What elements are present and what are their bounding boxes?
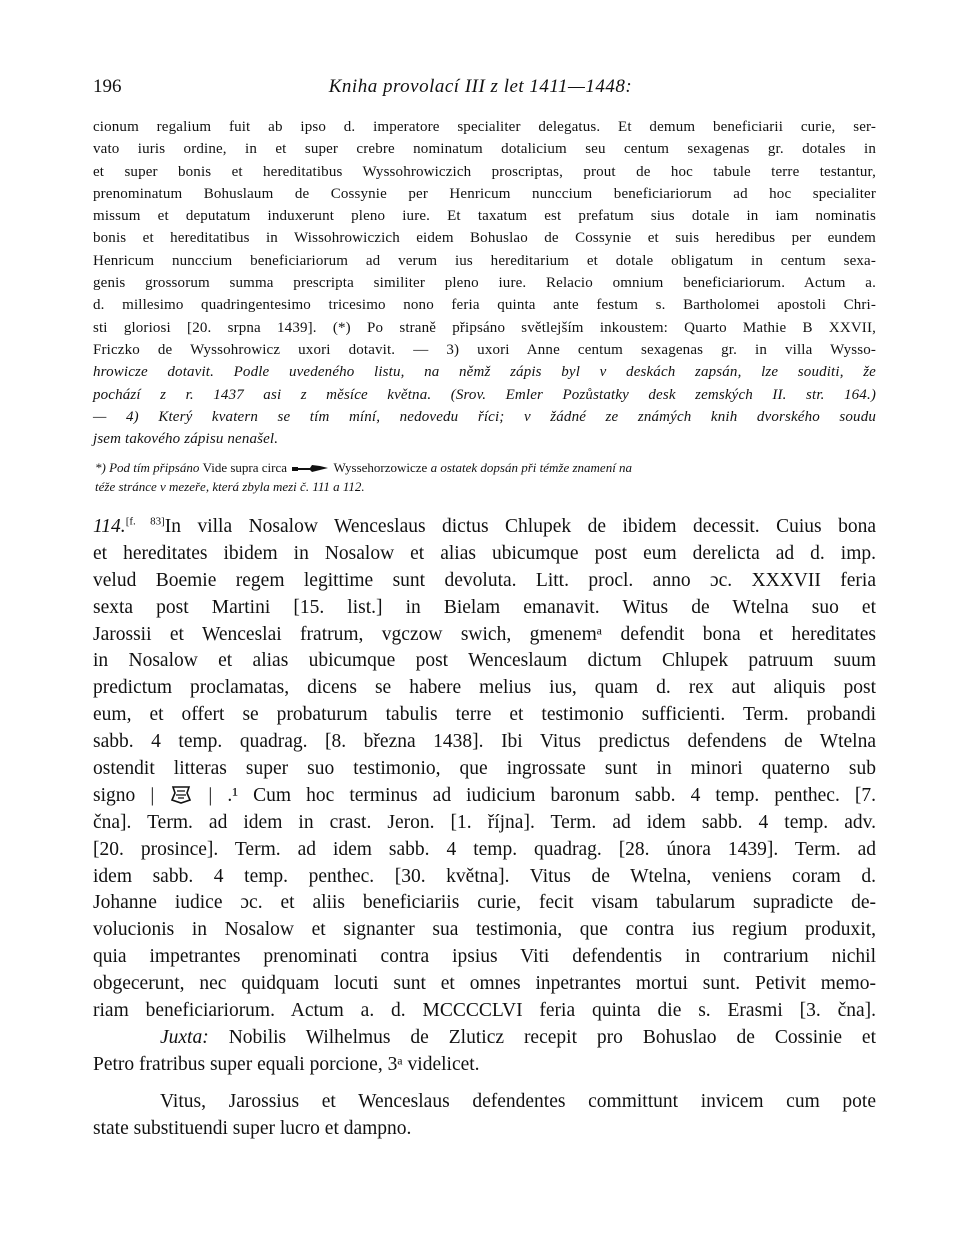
- entry-114: [93, 514, 876, 1142]
- footnote: [95, 458, 876, 496]
- note-line: vato iuris ordine, in et super crebre nominatum dotalicium seu centum sexagenas gr. dotales in: [93, 141, 876, 158]
- entry-line: velud Boemie regem legittime sunt devoluta. Litt. procl. anno ɔc. XXXVII feria: [93, 569, 876, 591]
- entry-line: riam beneficiariorum. Actum a. d. MCCCCLVI feria quinta die s. Erasmi [3. čna].: [93, 1000, 876, 1022]
- pointing-hand-icon: [290, 463, 330, 475]
- note-line: bonis et hereditatibus in Wissohrowiczich eidem Bohuslao de Cossynie et suis heredibus per eundem: [93, 230, 876, 247]
- note-line: Henricum nunccium beneficiariorum ad verum ius hereditarium et dotale obligatum in centum sexa-: [93, 252, 876, 269]
- entry-line: sexta post Martini [15. list.] in Bielam emanavit. Witus de Wtelna suo et: [93, 596, 876, 618]
- note-line: Friczko de Wyssohrowicz uxori dotavit. — 3) uxori Anne centum sexagenas gr. in villa Wysso-: [93, 341, 876, 358]
- juxta-line: [93, 1025, 876, 1052]
- juxta-label: Juxta:: [160, 1026, 209, 1048]
- folio-marker: [f. 83]: [125, 515, 165, 528]
- footnote-rest: a ostatek dopsán při témže znamení na: [430, 460, 633, 475]
- entry-line-signo: [93, 783, 876, 810]
- entry-line: ostendit litteras super suo testimonio, que ingrossate sunt in minori quaterno sub: [93, 758, 876, 780]
- juxta-text: Nobilis Wilhelmus de Zluticz recepit pro Bohuslao de Cossinie et: [228, 1026, 877, 1048]
- juxta-line: Petro fratribus super equali porcione, 3ᵃ videlicet.: [93, 1053, 480, 1075]
- entry-number: 114.: [93, 516, 126, 537]
- entry-line: volucionis in Nosalow et signanter sua testimonia, que contra ius regium produxit,: [93, 919, 876, 941]
- signo-rest: | .¹ Cum hoc terminus ad iudicium baronum sabb. 4 temp. penthec. [7.: [208, 784, 877, 806]
- note-line: jsem takového zápisu nenašel.: [93, 431, 279, 448]
- footnote-line-2: téže stránce v mezeře, která zbyla mezi č. 111 a 112.: [95, 479, 365, 494]
- note-line: pochází z r. 1437 asi z měsíce května. (Srov. Emler Pozůstatky desk zemských II. str. 164.): [93, 386, 876, 403]
- entry-line: predictum proclamatas, dicens se habere melius ius, quam d. rex aut aliquis post: [93, 677, 876, 699]
- note-line: missum et deputatum induxerunt pleno iure. Et taxatum est prefatum sius dotale in iam nominatis: [93, 208, 876, 225]
- entry-line: obgecerunt, nec quidquam locuti sunt et omnes inpetrantes mortui sunt. Petivit memo-: [93, 973, 876, 995]
- entry-line: [20. prosince]. Term. ad idem sabb. 4 temp. quadrag. [28. února 1439]. Term. ad: [93, 838, 876, 860]
- entry-line: čna]. Term. ad idem in crast. Jeron. [1. října]. Term. ad idem sabb. 4 temp. adv.: [93, 811, 876, 833]
- note-line: genis grossorum summa prescripta similiter pleno iure. Relacio omnium beneficiariorum. Actum a.: [93, 275, 876, 292]
- note-line: — 4) Který kvatern se tím míní, nedovedu říci; v žádné ze známých knih dvorského soudu: [93, 408, 876, 425]
- notes-block: [93, 116, 876, 450]
- entry-line: Johanne iudice ɔc. et aliis beneficiariis curie, fecit visam tabularum supradicte de-: [93, 892, 876, 914]
- final-line: state substituendi super lucro et dampno.: [93, 1117, 412, 1139]
- final-line: Vitus, Jarossius et Wenceslaus defendentes committunt invicem cum pote: [160, 1090, 876, 1112]
- note-line: prenominatum Bohuslaum de Cossynie per Henricum nunccium beneficiariorum ad hoc specialiter: [93, 185, 876, 202]
- footnote-place: Wyssehorzowicze: [333, 460, 428, 475]
- page-number: 196: [93, 76, 122, 97]
- note-line: d. millesimo quadringentesimo tricesimo nono feria quinta ante festum s. Bartholomei apostoli Chri-: [93, 297, 876, 314]
- entry-line: idem sabb. 4 temp. penthec. [30. května]. Vitus de Wtelna, veniens coram d.: [93, 865, 876, 887]
- note-line: hrowicze dotavit. Podle uvedeného listu, na němž zápis byl v deskách zapsán, lze souditi, že: [93, 364, 876, 381]
- entry-line: eum, et offert se probaturum tabulis terre et testimonio sufficienti. Term. probandi: [93, 704, 876, 726]
- page-header: [93, 76, 868, 100]
- running-title: Kniha provolací III z let 1411—1448:: [328, 76, 633, 97]
- entry-line: quia impetrantes prenominati contra ipsius Viti defendentis in contrarium nichil: [93, 946, 876, 968]
- entry-text: In villa Nosalow Wenceslaus dictus Chlupek de ibidem decessit. Cuius bona: [164, 516, 876, 537]
- entry-line: Jarossii et Wenceslai fratrum, vgczow swich, gmenemᵃ defendit bona et hereditates: [93, 623, 876, 645]
- footnote-quote: Vide supra circa: [202, 460, 288, 475]
- note-line: cionum regalium fuit ab ipso d. imperatore specialiter delegatus. Et demum beneficiarii curie, ser-: [93, 119, 876, 135]
- entry-line: sabb. 4 temp. quadrag. [8. března 1438]. Ibi Vitus predictus defendens de Wtelna: [93, 731, 876, 753]
- note-line: et super bonis et hereditatibus Wyssohrowiczich proscriptas, prout de hoc tabule terre testantur,: [93, 163, 876, 180]
- entry-line: [93, 514, 876, 541]
- footnote-line-1: [95, 458, 876, 477]
- note-line: sti gloriosi [20. srpna 1439]. (*) Po straně připsáno světlejším inkoustem: Quarto Mathie B XXVII,: [93, 319, 876, 336]
- footnote-intro: *) Pod tím připsáno: [95, 460, 200, 475]
- entry-line: et hereditates ibidem in Nosalow et alias ubicumque post eum derelicta ad d. imp.: [93, 542, 876, 564]
- seal-mark-icon: [169, 783, 193, 805]
- signo-text: signo |: [93, 784, 155, 806]
- entry-line: in Nosalow et alias ubicumque post Wenceslaum dictum Chlupek patruum suum: [93, 650, 876, 672]
